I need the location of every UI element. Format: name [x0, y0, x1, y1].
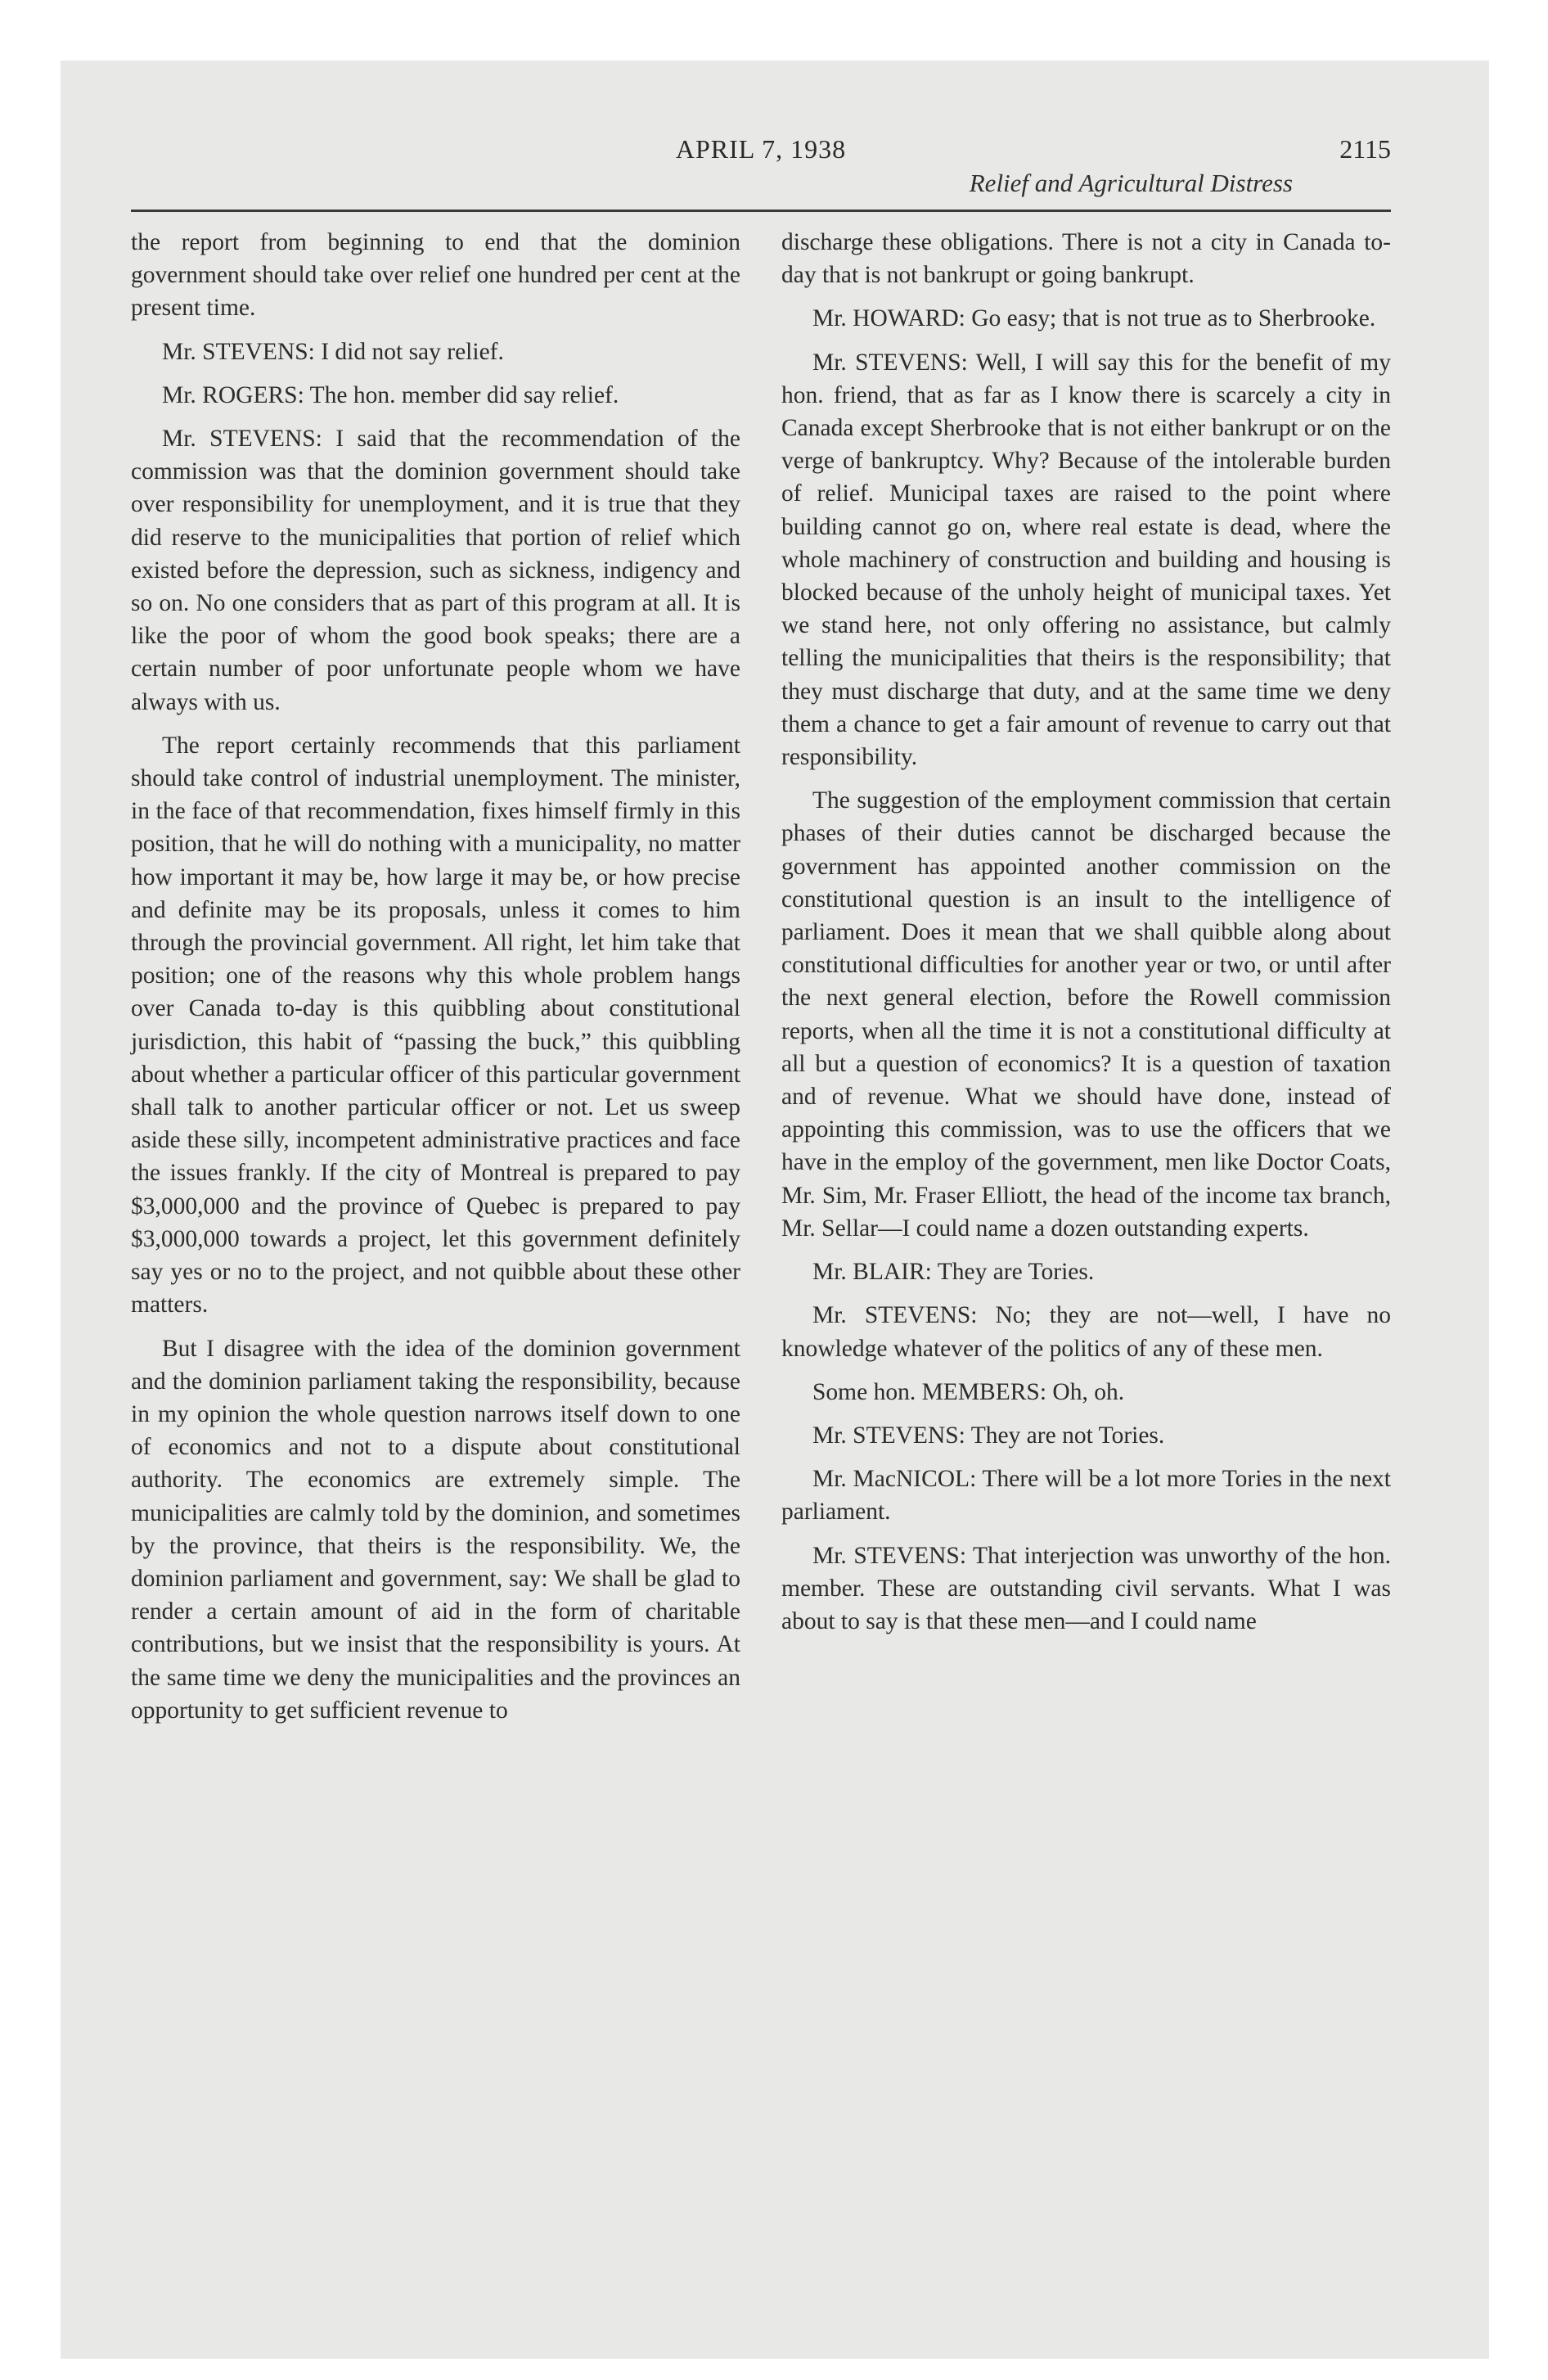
paragraph: Mr. ROGERS: The hon. member did say relief.	[162, 381, 619, 408]
paragraph: The suggestion of the employment commission that certain phases of their duties cannot be discharged because the government has appointed another commission on the constitutional question is an insult to the intelligence of parliament. Does it mean that we shall quibble along about constitutional difficulties for another year or two, or until after the next general election, before the Rowell commission reports, when all the time it is not a constitutional difficulty at all but a question of economics? It is a question of taxation and of revenue. What we should have done, instead of appointing this commission, was to use the officers that we have in the employ of the government, men like Doctor Coats, Mr. Sim, Mr. Fraser Elliott, the head of the income tax branch, Mr. Sellar—I could name a dozen outstanding experts.	[781, 787, 1391, 1242]
running-title: Relief and Agricultural Distress	[969, 169, 1293, 197]
paragraph: Mr. STEVENS: I said that the recommendation of the commission was that the dominion government should take over responsibility for unemployment, and it is true that they did reserve to the municipalities that portion of relief which existed before the depression, such as sickness, indigency and so on. No one considers that as part of this program at all. It is like the poor of whom the good book speaks; there are a certain number of poor unfortunate people whom we have always with us.	[131, 426, 740, 715]
page-number: 2115	[1339, 134, 1391, 164]
paragraph: Mr. STEVENS: Well, I will say this for the benefit of my hon. friend, that as far as I know there is scarcely a city in Canada except Sherbrooke that is not either bankrupt or on the verge of bankruptcy. Why? Because of the intolerable burden of relief. Municipal taxes are raised to the point where building cannot go on, where real estate is dead, where the whole machinery of construction and building and housing is blocked because of the unholy height of municipal taxes. Yet we stand here, not only offering no assistance, but calmly telling the municipalities that theirs is the responsibility; that they must discharge that duty, and at the same time we deny them a chance to get a fair amount of revenue to carry out that responsibility.	[781, 349, 1391, 771]
page-date: APRIL 7, 1938	[675, 134, 847, 164]
paragraph: Some hon. MEMBERS: Oh, oh.	[812, 1378, 1125, 1405]
page-header	[131, 131, 1391, 210]
paragraph: Mr. MacNICOL: There will be a lot more Tories in the next parliament.	[781, 1466, 1391, 1526]
paragraph: Mr. BLAIR: They are Tories.	[812, 1259, 1095, 1286]
right-column	[781, 226, 1391, 1648]
paragraph: Mr. STEVENS: I did not say relief.	[162, 338, 504, 365]
paragraph: The report certainly recommends that this parliament should take control of industrial unemployment. The minister, in the face of that recommendation, fixes himself firmly in this position, that he will do nothing with a municipality, no matter how important it may be, how large it may be, or how precise and definite may be its proposals, unless it comes to him through the provincial government. All right, let him take that position; one of the reasons why this whole problem hangs over Canada to-day is this quibbling about constitutional jurisdiction, this habit of “passing the buck,” this quibbling about whether a particular officer of this particular government shall talk to another particular officer or not. Let us sweep aside these silly, incompetent administrative practices and face the issues frankly. If the city of Montreal is prepared to pay $3,000,000 and the province of Quebec is prepared to pay $3,000,000 towards a project, let this government definitely say yes or no to the project, and not quibble about these other matters.	[131, 732, 740, 1318]
left-column	[131, 226, 740, 1738]
paragraph: But I disagree with the idea of the dominion government and the dominion parliament taking the responsibility, because in my opinion the whole question narrows itself down to one of economics and not to a dispute about constitutional authority. The economics are extremely simple. The municipalities are calmly told by the dominion, and sometimes by the province, that theirs is the responsibility. We, the dominion parliament and government, say: We shall be glad to render a certain amount of aid in the form of charitable contributions, but we insist that the responsibility is yours. At the same time we deny the municipalities and the provinces an opportunity to get sufficient revenue to	[131, 1335, 740, 1724]
paragraph: Mr. STEVENS: They are not Tories.	[812, 1422, 1165, 1449]
paragraph: Mr. STEVENS: That interjection was unworthy of the hon. member. These are outstanding civil servants. What I was about to say is that these men—and I could name	[781, 1542, 1391, 1634]
paragraph: the report from beginning to end that the dominion government should take over relief one hundred per cent at the present time.	[131, 229, 740, 322]
paragraph: Mr. STEVENS: No; they are not—well, I have no knowledge whatever of the politics of any of these men.	[781, 1302, 1391, 1362]
paragraph: Mr. HOWARD: Go easy; that is not true as to Sherbrooke.	[812, 305, 1376, 332]
header-rule	[131, 210, 1391, 212]
paragraph: discharge these obligations. There is not a city in Canada to-day that is not bankrupt or going bankrupt.	[781, 229, 1391, 289]
